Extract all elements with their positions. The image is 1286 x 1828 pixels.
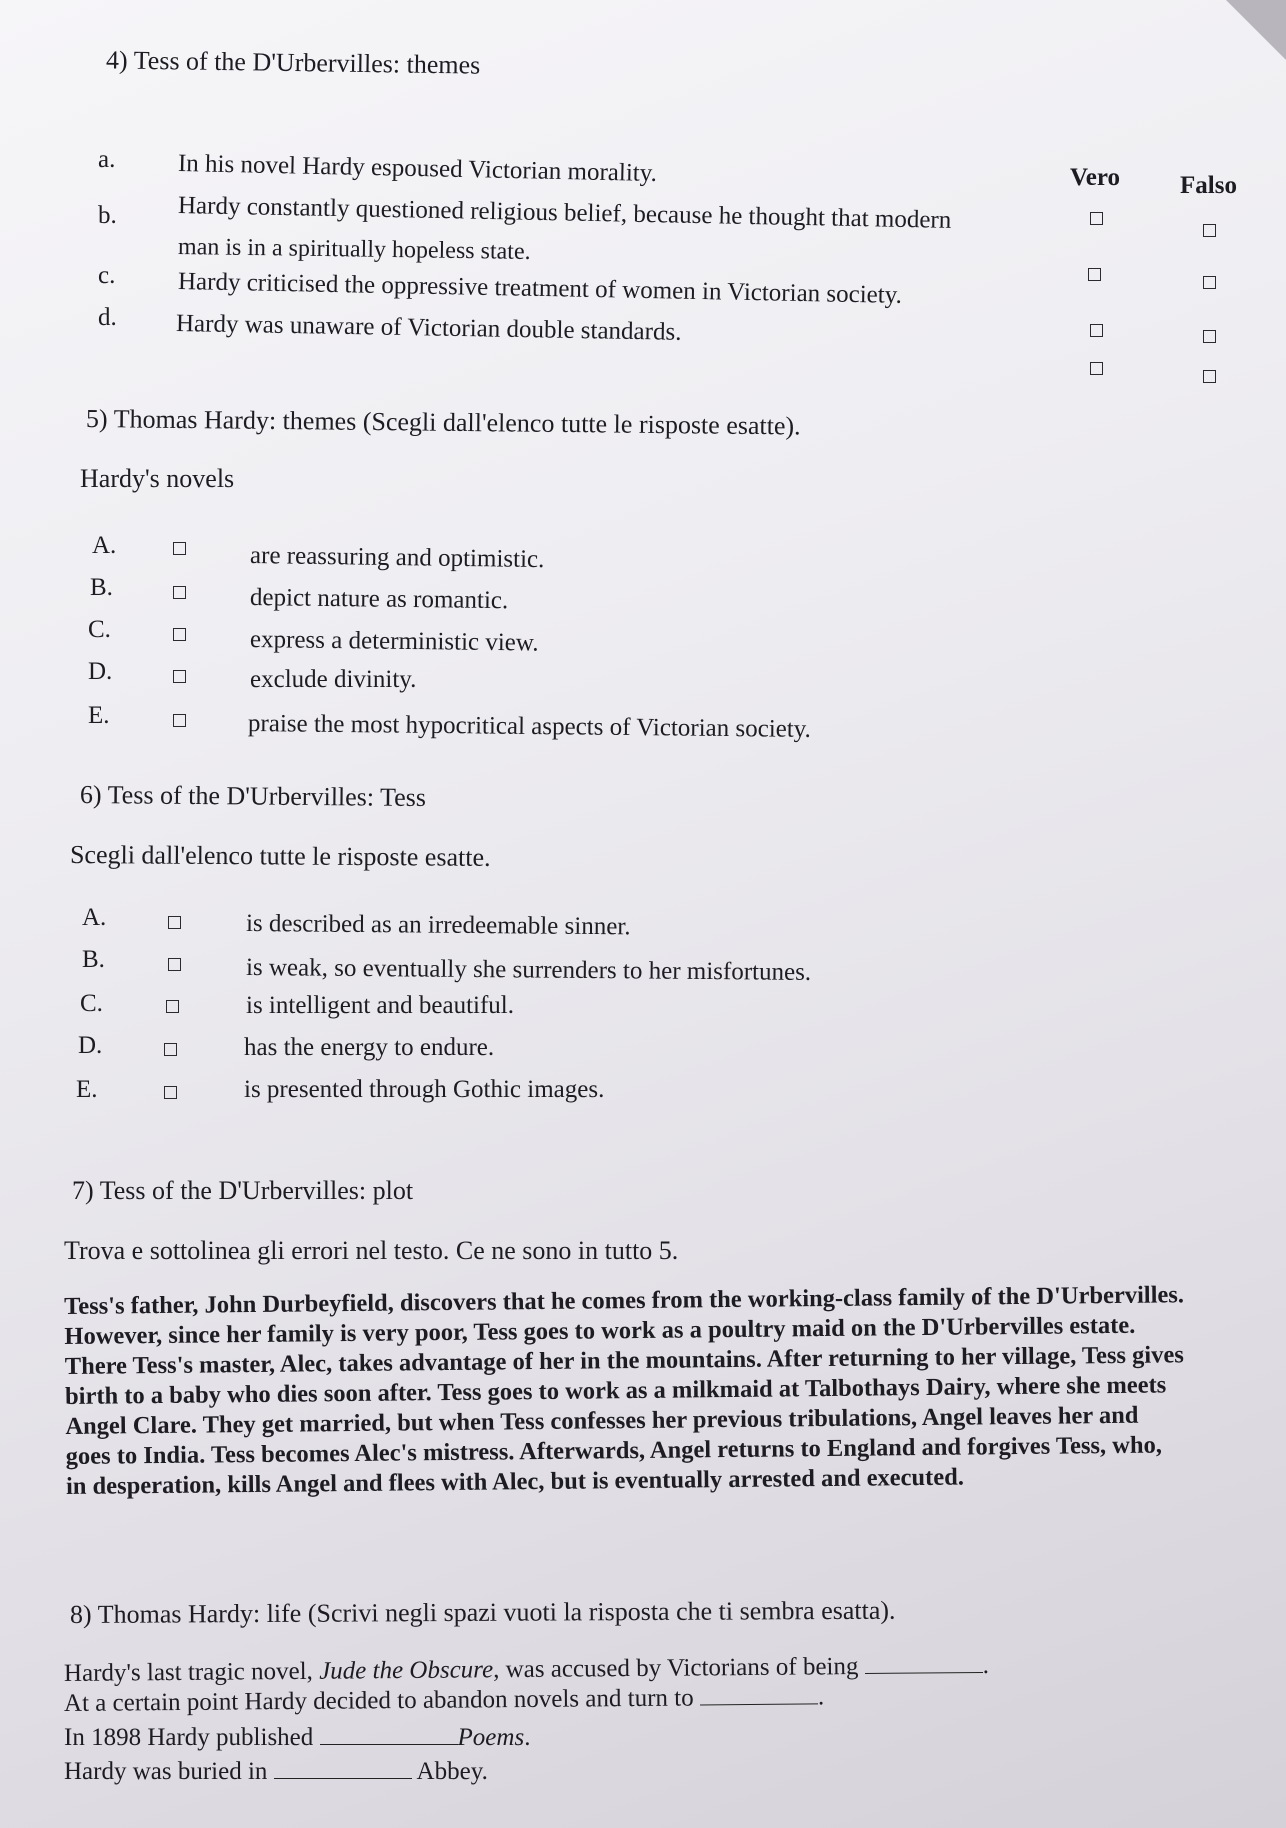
q8-line-1	[64, 1652, 989, 1688]
q5-b-text: depict nature as romantic.	[249, 584, 509, 615]
q6-c-letter: C.	[80, 990, 103, 1017]
q5-b-letter: B.	[90, 574, 113, 601]
q7-line-3: There Tess's master, Alec, takes advantage of her in the mountains. After returning to her village, Tess gives	[64, 1341, 1184, 1380]
q4-title: 4) Tess of the D'Urbervilles: themes	[105, 45, 481, 80]
q8-line-2	[64, 1683, 824, 1718]
q7-instruction: Trova e sottolinea gli errori nel testo. Ce ne sono in tutto 5.	[64, 1236, 679, 1265]
q4-col-true: Vero	[1070, 164, 1120, 191]
q4-c-letter: c.	[98, 262, 116, 289]
q8-line-2-end: .	[817, 1683, 825, 1711]
q5-c-checkbox[interactable]	[173, 628, 186, 641]
q4-b-true-checkbox[interactable]	[1088, 268, 1101, 281]
q8-line-3-start: In 1898 Hardy published	[64, 1724, 314, 1751]
q5-d-checkbox[interactable]	[173, 670, 186, 683]
q4-a-true-checkbox[interactable]	[1090, 212, 1103, 225]
q6-d-checkbox[interactable]	[164, 1043, 177, 1056]
q4-d-letter: d.	[98, 304, 117, 331]
q6-a-checkbox[interactable]	[168, 916, 181, 929]
q6-b-checkbox[interactable]	[168, 958, 181, 971]
q5-a-letter: A.	[92, 532, 117, 559]
q7-line-5: Angel Clare. They get married, but when Tess confesses her previous tribulations, Angel leaves her and	[65, 1401, 1139, 1440]
q8-line-1-end: .	[982, 1651, 990, 1679]
q5-b-checkbox[interactable]	[173, 586, 186, 599]
q5-intro: Hardy's novels	[80, 464, 235, 493]
q8-line-4-start: Hardy was buried in	[64, 1758, 268, 1785]
q4-a-false-checkbox[interactable]	[1203, 224, 1216, 237]
q6-c-checkbox[interactable]	[166, 1000, 179, 1013]
q7-title: 7) Tess of the D'Urbervilles: plot	[72, 1176, 414, 1205]
q6-e-letter: E.	[76, 1076, 98, 1103]
q8-line-4-end: Abbey.	[416, 1758, 488, 1785]
q5-c-letter: C.	[88, 616, 111, 643]
q8-novel-title: Jude the Obscure	[319, 1656, 494, 1685]
q7-line-1: Tess's father, John Durbeyfield, discovers that he comes from the working-class family of the D'Urbervilles.	[64, 1281, 1185, 1320]
q7-line-6: goes to India. Tess becomes Alec's mistress. Afterwards, Angel returns to England and forgives Tess, who,	[65, 1431, 1163, 1470]
q5-e-text: praise the most hypocritical aspects of Victorian society.	[247, 710, 812, 743]
q7-line-4: birth to a baby who dies soon after. Tess goes to work as a milkmaid at Talbothays Dairy, where she meets	[64, 1371, 1167, 1410]
q4-a-letter: a.	[98, 146, 116, 173]
q4-d-text: Hardy was unaware of Victorian double standards.	[175, 310, 682, 346]
q4-d-false-checkbox[interactable]	[1203, 370, 1216, 383]
q6-a-text: is described as an irredeemable sinner.	[245, 910, 631, 941]
q5-a-checkbox[interactable]	[173, 542, 186, 555]
q4-b-letter: b.	[98, 202, 117, 229]
page-fold-corner	[1226, 0, 1286, 60]
q5-title: 5) Thomas Hardy: themes (Scegli dall'elenco tutte le risposte esatte).	[85, 404, 801, 441]
q8-blank-3[interactable]	[320, 1744, 458, 1745]
q8-line-2-start: At a certain point Hardy decided to abandon novels and turn to	[63, 1684, 694, 1717]
q6-b-letter: B.	[82, 946, 105, 973]
q5-d-text: exclude divinity.	[250, 666, 417, 693]
q4-c-text: Hardy criticised the oppressive treatment of women in Victorian society.	[177, 268, 903, 309]
q8-blank-1[interactable]	[865, 1672, 983, 1674]
q7-plot-paragraph[interactable]	[64, 1280, 1256, 1502]
q8-line-1-middle: , was accused by Victorians of being	[493, 1653, 859, 1684]
q4-c-true-checkbox[interactable]	[1090, 324, 1103, 337]
q8-line-3	[64, 1724, 530, 1752]
q6-a-letter: A.	[82, 904, 107, 931]
q4-col-false: Falso	[1180, 172, 1237, 199]
q4-b-text-line1: Hardy constantly questioned religious belief, because he thought that modern	[177, 192, 952, 234]
q8-blank-2[interactable]	[700, 1703, 818, 1705]
q8-blank-4[interactable]	[274, 1778, 412, 1779]
q5-d-letter: D.	[88, 658, 113, 685]
q8-line-3-end: .	[524, 1724, 531, 1751]
q7-line-2: However, since her family is very poor, Tess goes to work as a poultry maid on the D'Urbervilles estate.	[64, 1311, 1136, 1350]
q8-title: 8) Thomas Hardy: life (Scrivi negli spazi vuoti la risposta che ti sembra esatta).	[69, 1595, 896, 1629]
q6-d-letter: D.	[78, 1032, 103, 1059]
q6-c-text: is intelligent and beautiful.	[246, 992, 514, 1019]
q5-c-text: express a deterministic view.	[249, 626, 539, 657]
q5-e-letter: E.	[88, 702, 110, 729]
q6-b-text: is weak, so eventually she surrenders to her misfortunes.	[245, 954, 812, 986]
q6-e-checkbox[interactable]	[164, 1086, 177, 1099]
q6-title: 6) Tess of the D'Urbervilles: Tess	[79, 780, 427, 813]
q8-line-4	[64, 1758, 488, 1786]
q4-d-true-checkbox[interactable]	[1090, 362, 1103, 375]
q6-e-text: is presented through Gothic images.	[244, 1076, 605, 1103]
q7-line-7: in desperation, kills Angel and flees with Alec, but is eventually arrested and executed.	[65, 1463, 965, 1500]
q5-a-text: are reassuring and optimistic.	[249, 542, 545, 574]
q5-e-checkbox[interactable]	[173, 714, 186, 727]
q4-b-false-checkbox[interactable]	[1203, 276, 1216, 289]
q4-a-text: In his novel Hardy espoused Victorian morality.	[177, 150, 658, 188]
q8-poems-title: Poems	[457, 1724, 525, 1751]
q8-line-1-start: Hardy's last tragic novel,	[63, 1657, 320, 1687]
q4-c-false-checkbox[interactable]	[1203, 330, 1216, 343]
q6-instruction: Scegli dall'elenco tutte le risposte esatte.	[69, 840, 491, 872]
q4-b-text-line2: man is in a spiritually hopeless state.	[177, 234, 531, 265]
q6-d-text: has the energy to endure.	[244, 1034, 495, 1061]
